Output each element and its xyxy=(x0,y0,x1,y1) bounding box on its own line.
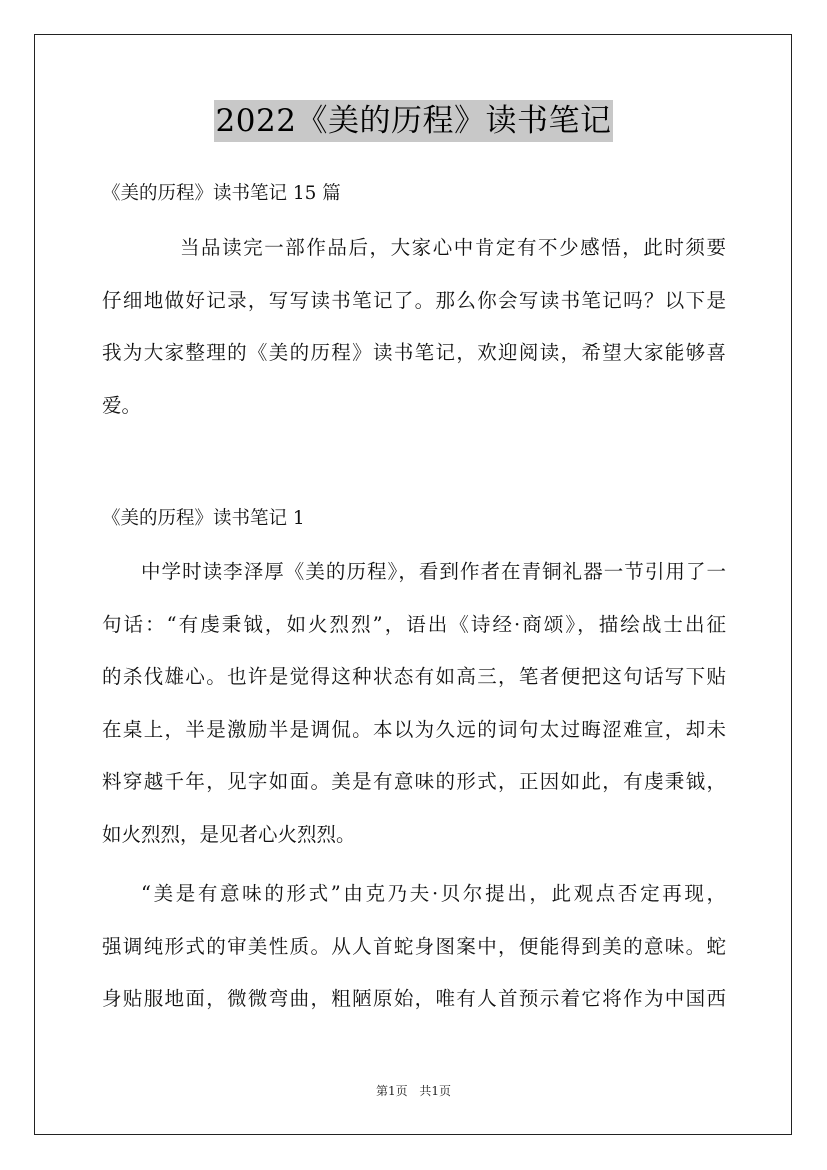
intro-paragraph xyxy=(102,222,726,432)
page-footer xyxy=(0,1083,827,1099)
intro-line: 爱。 xyxy=(102,393,142,417)
paragraph-line: 身贴服地面，微微弯曲，粗陋原始，唯有人首预示着它将作为中国西 xyxy=(102,987,726,1010)
document-subtitle: 《美的历程》读书笔记 15 篇 xyxy=(102,183,341,204)
document-title: 2022《美的历程》读书笔记 xyxy=(214,100,614,142)
paragraph-line: 强调纯形式的审美性质。从人首蛇身图案中，便能得到美的意味。蛇 xyxy=(102,934,726,958)
body-paragraph-1 xyxy=(102,546,726,861)
paragraph-line: “美是有意味的形式”由克乃夫·贝尔提出，此观点否定再现， xyxy=(141,882,726,905)
intro-line: 我为大家整理的《美的历程》读书笔记，欢迎阅读，希望大家能够喜 xyxy=(102,341,726,364)
body-paragraph-2 xyxy=(102,868,726,1026)
paragraph-line: 料穿越千年，见字如面。美是有意味的形式，正因如此，有虔秉钺， xyxy=(102,770,726,793)
paragraph-line: 中学时读李泽厚《美的历程》，看到作者在青铜礼器一节引用了一 xyxy=(141,560,726,583)
section-heading: 《美的历程》读书笔记 1 xyxy=(102,508,305,529)
page-number: 第1页 xyxy=(375,1084,408,1098)
page-total: 共1页 xyxy=(419,1084,452,1098)
intro-line: 仔细地做好记录，写写读书笔记了。那么你会写读书笔记吗？以下是 xyxy=(102,288,726,312)
paragraph-line: 的杀伐雄心。也许是觉得这种状态有如高三，笔者便把这句话写下贴 xyxy=(102,665,726,688)
title-container xyxy=(0,100,827,142)
paragraph-line: 在桌上，半是激励半是调侃。本以为久远的词句太过晦涩难宣，却未 xyxy=(102,717,726,741)
paragraph-line: 如火烈烈，是见者心火烈烈。 xyxy=(102,822,356,846)
paragraph-line: 句话：“有虔秉钺，如火烈烈”，语出《诗经·商颂》，描绘战士出征 xyxy=(102,612,726,636)
intro-line: 当品读完一部作品后，大家心中肯定有不少感悟，此时须要 xyxy=(180,236,726,259)
